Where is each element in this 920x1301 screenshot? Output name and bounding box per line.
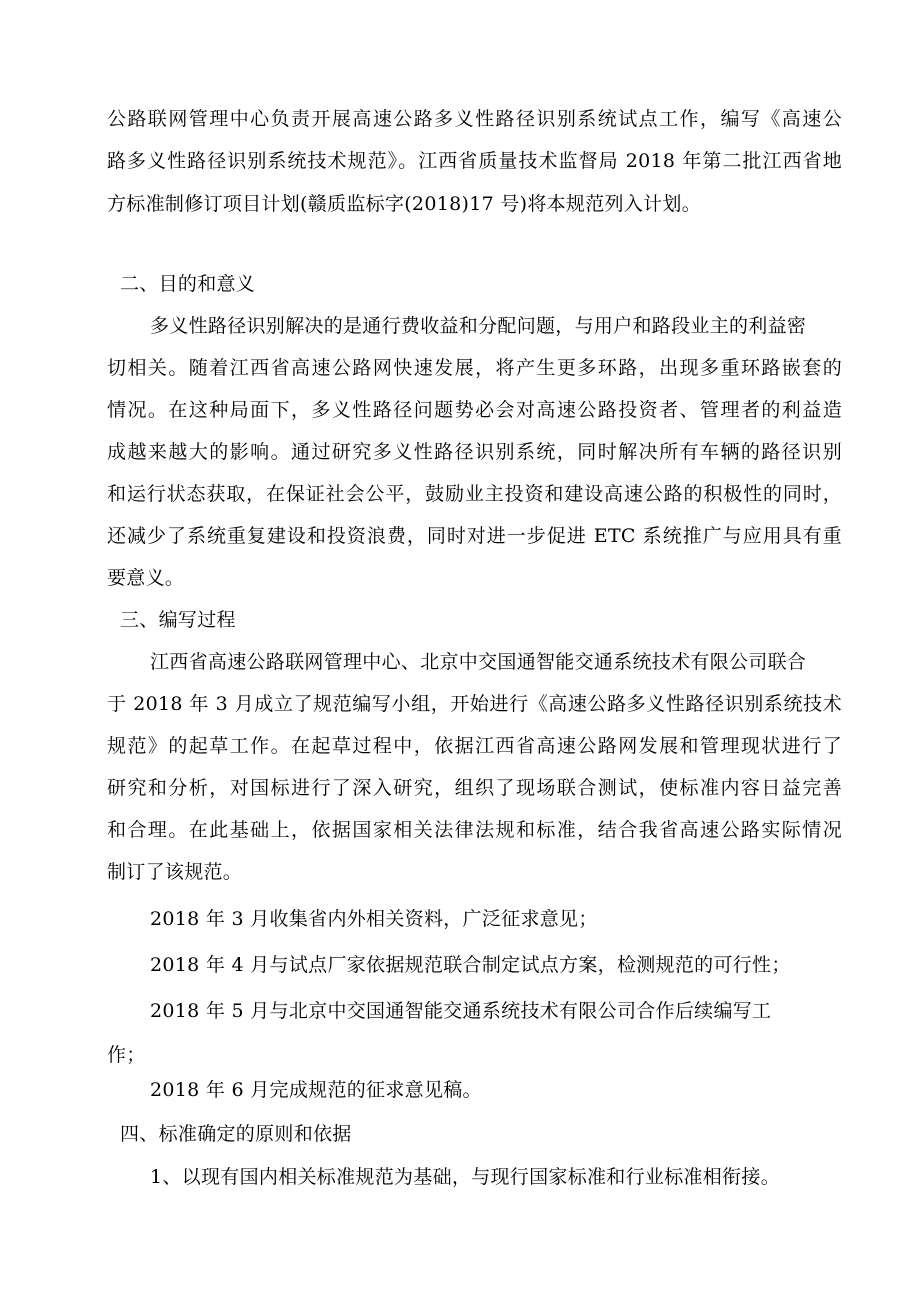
paragraph-line: 情况。在这种局面下，多义性路径问题势必会对高速公路投资者、管理者的利益造: [107, 399, 842, 421]
paragraph-line: 要意义。: [107, 567, 185, 589]
paragraph-line: 研究和分析，对国标进行了深入研究，组织了现场联合测试，使标准内容日益完善: [107, 777, 842, 799]
paragraph-line: 于 2018 年 3 月成立了规范编写小组，开始进行《高速公路多义性路径识别系统技术: [107, 693, 842, 715]
section-heading-process: 三、编写过程: [120, 609, 236, 631]
milestone-item: 2018 年 5 月与北京中交国通智能交通系统技术有限公司合作后续编写工: [150, 1000, 772, 1022]
paragraph-line: 江西省高速公路联网管理中心、北京中交国通智能交通系统技术有限公司联合: [150, 651, 807, 673]
paragraph-line: 制订了该规范。: [107, 861, 243, 883]
paragraph-line: 和合理。在此基础上，依据国家相关法律法规和标准，结合我省高速公路实际情况: [107, 819, 842, 841]
intro-line-3: 方标准制修订项目计划(赣质监标字(2018)17 号)将本规范列入计划。: [107, 193, 702, 215]
paragraph-line: 还减少了系统重复建设和投资浪费，同时对进一步促进 ETC 系统推广与应用具有重: [107, 525, 842, 547]
milestone-item-continuation: 作；: [107, 1044, 146, 1066]
section-heading-purpose: 二、目的和意义: [120, 273, 256, 295]
intro-line-1: 公路联网管理中心负责开展高速公路多义性路径识别系统试点工作，编写《高速公: [107, 108, 842, 130]
paragraph-line: 成越来越大的影响。通过研究多义性路径识别系统，同时解决所有车辆的路径识别: [107, 441, 842, 463]
intro-line-2: 路多义性路径识别系统技术规范》。江西省质量技术监督局 2018 年第二批江西省地: [107, 150, 842, 172]
milestone-item: 2018 年 6 月完成规范的征求意见稿。: [150, 1079, 482, 1101]
paragraph-line: 规范》的起草工作。在起草过程中，依据江西省高速公路网发展和管理现状进行了: [107, 735, 842, 757]
section-heading-principles: 四、标准确定的原则和依据: [120, 1123, 352, 1145]
paragraph-line: 1、以现有国内相关标准规范为基础，与现行国家标准和行业标准相衔接。: [150, 1166, 780, 1188]
paragraph-line: 和运行状态获取，在保证社会公平，鼓励业主投资和建设高速公路的积极性的同时，: [107, 483, 842, 505]
milestone-item: 2018 年 3 月收集省内外相关资料，广泛征求意见；: [150, 908, 598, 930]
milestone-item: 2018 年 4 月与试点厂家依据规范联合制定试点方案，检测规范的可行性；: [150, 954, 791, 976]
paragraph-line: 切相关。随着江西省高速公路网快速发展，将产生更多环路，出现多重环路嵌套的: [107, 357, 842, 379]
paragraph-line: 多义性路径识别解决的是通行费收益和分配问题，与用户和路段业主的利益密: [150, 315, 807, 337]
